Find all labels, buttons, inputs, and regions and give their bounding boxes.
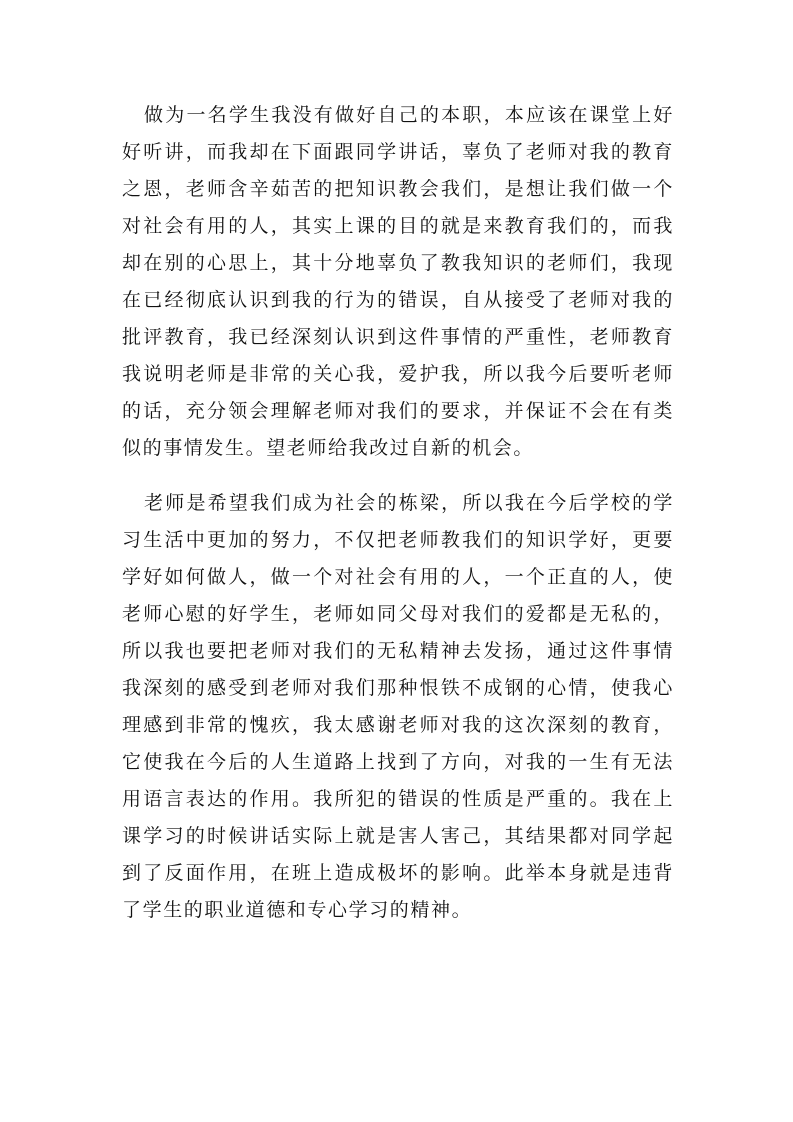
paragraph-2: 老师是希望我们成为社会的栋梁，所以我在今后学校的学习生活中更加的努力，不仅把老师教我们的知识学好，更要学好如何做人，做一个对社会有用的人，一个正直的人，使老师心慰的好学生，老师如同父母对我们的爱都是无私的，所以我也要把老师对我们的无私精神去发扬，通过这件事情我深刻的感受到老师对我们那种恨铁不成钢的心情，使我心理感到非常的愧疚，我太感谢老师对我的这次深刻的教育，它使我在今后的人生道路上找到了方向，对我的一生有无法用语言表达的作用。我所犯的错误的性质是严重的。我在上课学习的时候讲话实际上就是害人害己，其结果都对同学起到了反面作用，在班上造成极坏的影响。此举本身就是违背了学生的职业道德和专心学习的精神。 bbox=[122, 492, 674, 921]
paragraph-1: 做为一名学生我没有做好自己的本职，本应该在课堂上好好听讲，而我却在下面跟同学讲话，辜负了老师对我的教育之恩，老师含辛茹苦的把知识教会我们，是想让我们做一个对社会有用的人，其实上课的目的就是来教育我们的，而我却在别的心思上，其十分地辜负了教我知识的老师们，我现在已经彻底认识到我的行为的错误，自从接受了老师对我的批评教育，我已经深刻认识到这件事情的严重性，老师教育我说明老师是非常的关心我，爱护我，所以我今后要听老师的话，充分领会理解老师对我们的要求，并保证不会在有类似的事情发生。望老师给我改过自新的机会。 bbox=[122, 104, 674, 459]
document-body bbox=[122, 97, 674, 929]
